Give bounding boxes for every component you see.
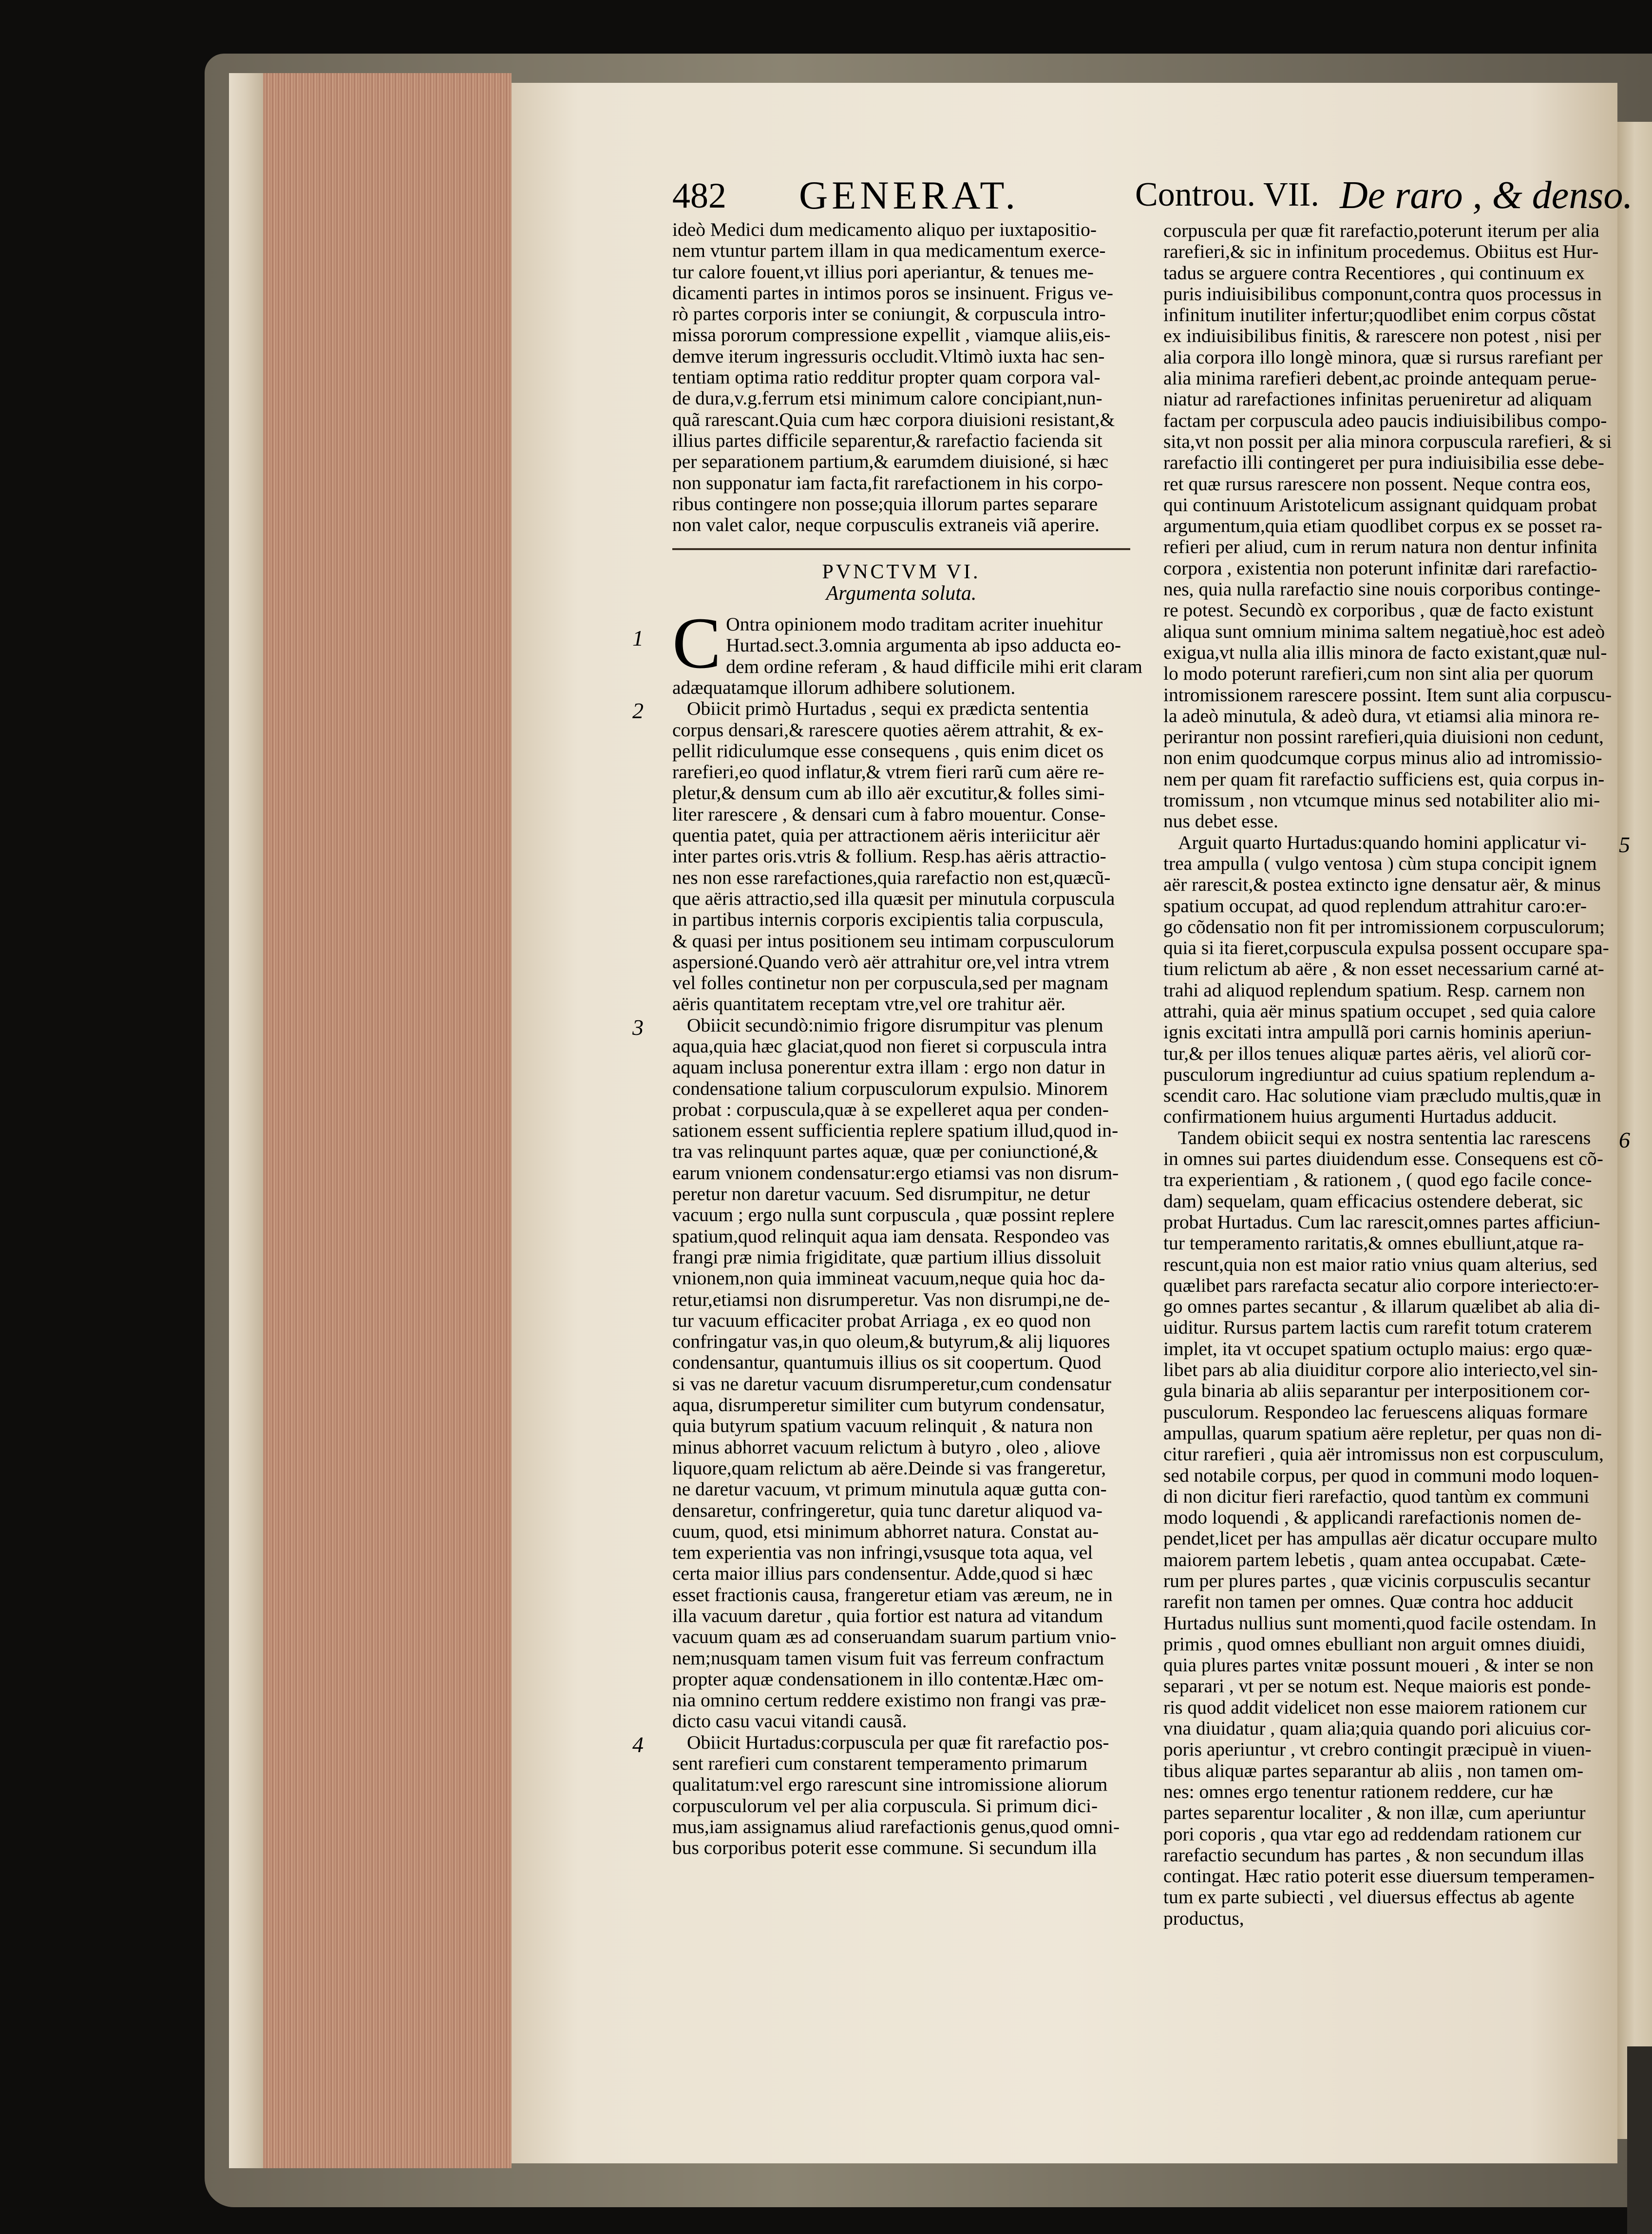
text-line: refieri per aliud, cum in rerum natura non dentur infinita [1163, 536, 1597, 558]
paragraph-number: 1 [632, 626, 644, 651]
text-line: dam) sequelam, quam efficacius ostendere deberat, sic [1163, 1190, 1583, 1212]
text-line: demve iterum ingressuris occludit.Vltimò iuxta hac sen- [672, 345, 1105, 367]
text-line: tur vacuum efficaciter probat Arriaga , ex eo quod non [672, 1309, 1091, 1331]
paragraph-number: 3 [632, 1014, 644, 1040]
text-line: nem;nusquam tamen visum fuit vas ferreum confractum [672, 1647, 1104, 1669]
text-line: sationem essent sufficientia replere spatium illud,quod in- [672, 1120, 1119, 1142]
text-line: illius partes difficile separentur,& rarefactio facienda sit [672, 429, 1102, 451]
text-line: sita,vt non possit per alia minora corpuscula rarefieri, & si [1163, 430, 1612, 452]
text-line: vacuum quam æs ad conseruandam suarum partium vnio- [672, 1626, 1117, 1648]
text-line: missa pororum compressione expellit , viamque aliis,eis- [672, 324, 1111, 346]
text-line: confirmationem huius argumenti Hurtadus adducit. [1163, 1106, 1557, 1127]
text-line: retur,etiamsi non disrumperetur. Vas non disrumpi,ne de- [672, 1288, 1110, 1310]
running-head-topic: De raro , & denso. [1340, 174, 1633, 217]
text-line: qui continuum Aristotelicum assignant quidquam probat [1163, 494, 1597, 516]
text-line: tur calore fouent,vt illius pori aperiantur, & tenues me- [672, 261, 1094, 283]
text-line: aquam inclusa ponerentur extra illam : ergo non datur in [672, 1056, 1105, 1078]
left-column [632, 219, 1142, 1859]
running-head-subtitle: Controu. VII. [1135, 176, 1319, 213]
text-line: trea ampulla ( vulgo ventosa ) cùm stupa concipit ignem [1163, 852, 1597, 874]
text-line: vnionem,non quia immineat vacuum,neque quia hoc da- [672, 1267, 1105, 1289]
paragraph-2 [632, 698, 1130, 1015]
paragraph-3 [632, 1014, 1130, 1732]
text-line: propter aquæ condensationem in illo contentæ.Hæc om- [672, 1668, 1104, 1690]
text-line: aliqua sunt omnium minima saltem negatiuè,hoc est adeò [1163, 620, 1605, 642]
text-line: probat : corpuscula,quæ à se expelleret aqua per conden- [672, 1098, 1109, 1120]
text-line: rarefieri,eo quod inflatur,& vtrem fieri rarũ cum aëre re- [672, 761, 1104, 783]
text-line: exigua,vt nulla alia illis minora de facto existant,quæ nul- [1163, 641, 1607, 663]
text-line: Obiicit primò Hurtadus , sequi ex prædicta sententia [687, 698, 1089, 720]
paragraph-4 [632, 1731, 1130, 1859]
text-line: vacuum ; ergo nulla sunt corpuscula , quæ possint replere [672, 1204, 1115, 1226]
text-line: minus abhorret vacuum relictum à butyro , oleo , aliove [672, 1436, 1101, 1458]
text-line: earum vnionem condensatur:ergo etiamsi vas non disrum- [672, 1162, 1119, 1184]
text-line: nes non esse rarefactiones,quia rarefactio non est,quæcũ- [672, 866, 1111, 888]
text-line: libet pars ab alia diuiditur corpore alio interiecto,vel sin- [1163, 1359, 1598, 1381]
text-line: Obiicit Hurtadus:corpuscula per quæ fit rarefactio pos- [687, 1731, 1109, 1753]
text-line: tadus se arguere contra Recentiores , qui continuum ex [1163, 262, 1585, 284]
text-line: pellit ridiculumque esse consequens , quis enim dicet os [672, 740, 1104, 762]
text-line: corpuscula per quæ fit rarefactio,poterunt iterum per alia [1163, 220, 1599, 241]
section-subheading: Argumenta soluta. [826, 582, 977, 605]
text-line: pletur,& densum cum ab illo aër excutitur,& folles simi- [672, 782, 1105, 804]
text-line: que aëris attractio,sed illa quæsit per minutula corpuscula [672, 887, 1115, 909]
text-line: si vas ne daretur vacuum disrumperetur,cum condensatur [672, 1373, 1112, 1394]
text-line: tur temperamento raritatis,& omnes ebulliunt,atque ra- [1163, 1232, 1584, 1254]
text-line: Hurtadus nullius sunt momenti,quod facile ostendam. In [1163, 1612, 1596, 1634]
text-line: tibus aliquæ partes separantur ab aliis , non tamen om- [1163, 1759, 1584, 1781]
paragraph-4-continued [1163, 220, 1612, 832]
text-line: peretur non daretur vacuum. Sed disrumpitur, ne detur [672, 1183, 1090, 1205]
text-line: Tandem obiicit sequi ex nostra sententia lac rarescens [1178, 1127, 1591, 1148]
text-line: argumentum,quia etiam quodlibet corpus ex se posset ra- [1163, 515, 1602, 537]
text-line: condensantur, quantumuis illius os sit coopertum. Quod [672, 1352, 1101, 1374]
text-line: attrahi, quia aër minus spatium occupet , sed quia calore [1163, 1000, 1596, 1022]
text-line: tra vas relinquunt partes aquæ, quæ per coniunctioné,& [672, 1141, 1099, 1163]
text-line: frangi præ nimia frigiditate, quæ partium illius dissoluit [672, 1246, 1101, 1268]
text-line: inter partes oris.vtris & follium. Resp.has aëris attractio- [672, 845, 1106, 867]
text-line: ris quod addit videlicet non esse maiorem rationem cur [1163, 1696, 1587, 1718]
page-block-edge [229, 73, 512, 2168]
text-line: rum per plures partes , quæ vicinis corpusculis secantur [1163, 1570, 1591, 1591]
text-line: in omnes sui partes diuidendum esse. Consequens est cõ- [1163, 1148, 1603, 1170]
text-line: ampullas, quarum spatium aëre repletur, per quas non di- [1163, 1422, 1602, 1444]
text-line: quælibet pars rarefacta secatur alio corpore interiecto:er- [1163, 1274, 1599, 1296]
page-number: 482 [672, 176, 726, 216]
text-line: mus,iam assignamus aliud rarefactionis genus,quod omni- [672, 1815, 1120, 1837]
text-line: in partibus internis corporis excipientis talia corpuscula, [672, 909, 1104, 931]
text-line: tium relictum ab aëre , & non esset necessarium carné at- [1163, 958, 1604, 980]
text-line: dicamenti partes in intimos poros se insinuent. Frigus ve- [672, 282, 1114, 304]
text-line: perirantur non possint rarefieri,quia diuisioni non cedunt, [1163, 726, 1604, 748]
text-line: nus debet esse. [1163, 810, 1278, 832]
text-line: tromissum , non vtcumque minus sed notabiliter alio mi- [1163, 789, 1600, 811]
paragraph-number: 6 [1619, 1127, 1630, 1152]
text-line: densaretur, confringeretur, quia tunc daretur aliquod va- [672, 1499, 1103, 1521]
section-rule [672, 548, 1130, 550]
text-line: rescunt,quia non est maior ratio vnius quam alterius, sed [1163, 1253, 1597, 1275]
text-line: ex indiuisibilibus finitis, & rarescere non potest , nisi per [1163, 325, 1601, 347]
paragraph-number: 4 [632, 1732, 644, 1757]
text-line: qualitatum:vel ergo rarescunt sine intromissione aliorum [672, 1774, 1108, 1795]
text-line: niatur ad rarefactiones infinitas perueniretur ad aliquam [1163, 388, 1592, 410]
text-line: Obiicit secundò:nimio frigore disrumpitur vas plenum [687, 1014, 1103, 1036]
text-line: pori coporis , qua vtar ego ad reddendam rationem cur [1163, 1823, 1581, 1845]
section-heading: PVNCTVM VI. [822, 561, 981, 584]
text-line: non valet calor, neque corpusculis extraneis viã aperire. [672, 514, 1100, 536]
text-line: nes: omnes ergo tenentur rationem reddere, cur hæ [1163, 1780, 1553, 1802]
text-line: contingat. Hæc ratio poterit esse diuersum temperamen- [1163, 1865, 1595, 1887]
text-line: bus corporibus poterit esse commune. Si secundum illa [672, 1837, 1097, 1859]
text-line: trahi ad aliquod replendum spatium. Resp. carnem non [1163, 979, 1585, 1001]
text-line: condensatione talium corpusculorum expulsio. Minorem [672, 1077, 1108, 1099]
text-line: partes separentur localiter , & non illæ, cum aperiuntur [1163, 1802, 1586, 1824]
text-line: quia plures partes vnitæ possunt moueri , & inter se non [1163, 1654, 1594, 1676]
text-line: tentiam optima ratio redditur propter quam corpora val- [672, 366, 1101, 388]
text-line: gula binaria ab aliis separantur per interpositionem cor- [1163, 1380, 1590, 1402]
text-line: infinitum inutiliter infertur;quodlibet enim corpus cõstat [1163, 304, 1596, 326]
text-line: poris aperiuntur , vt crebro contingit præcipuè in viuen- [1163, 1738, 1592, 1760]
text-line: ribus contingere non posse;quia illorum partes separare [672, 493, 1098, 515]
text-line: lo modo poterunt rarefieri,cum non sint alia per quorum [1163, 663, 1594, 685]
text-line: modo loquendi , & applicandi rarefactionis nomen de- [1163, 1507, 1581, 1528]
text-line: quia si ita fieret,corpuscula expulsa possent occupare spa- [1163, 937, 1609, 959]
text-line: quã rarescant.Quia cum hæc corpora diuisioni resistant,& [672, 408, 1115, 430]
text-line: rò partes corporis inter se coniungit, & corpuscula intro- [672, 303, 1106, 325]
page-block-fore-edge [229, 73, 263, 2168]
text-line: non supponatur iam facta,fit rarefactionem in his corpo- [672, 472, 1103, 494]
text-line: esset fractionis causa, frangeretur etiam vas æreum, ne in [672, 1584, 1113, 1605]
running-head-title: GENERAT. [799, 173, 1019, 217]
text-line: go cõdensatio non fit per intromissionem corpusculorum; [1163, 916, 1605, 937]
text-line: puris indiuisibilibus componunt,contra quos processus in [1163, 283, 1602, 305]
text-line: ignis excitati intra ampullã pori carnis hominis aperiun- [1163, 1021, 1592, 1043]
text-line: aqua,quia hæc glaciat,quod non fieret si corpuscula intra [672, 1035, 1107, 1057]
text-line: implet, ita vt occupet spatium octuplo maius: ergo quæ- [1163, 1337, 1593, 1359]
text-line: factam per corpuscula adeo paucis indiuisibilibus compo- [1163, 409, 1607, 431]
text-line: nes, quia nulla rarefactio sine nouis corporibus continge- [1163, 578, 1601, 600]
text-line: quentia patet, quia per attractionem aëris interiicitur aër [672, 824, 1100, 846]
text-line: nia omnino certum reddere existimo non frangi vas præ- [672, 1689, 1106, 1711]
text-line: la adeò minutula, & adeò dura, vt etiamsi alia minora re- [1163, 705, 1600, 726]
text-line: dicto casu vacui vitandi causã. [672, 1710, 907, 1732]
text-line: certa maior illius pars condensentur. Adde,quod si hæc [672, 1563, 1093, 1585]
text-line: nem per quam fit rarefactio sufficiens est, quia corpus in- [1163, 768, 1605, 790]
text-line: aëris quantitatem receptam vtre,vel ore trahitur aër. [672, 993, 1066, 1015]
text-line: adæquatamque illorum adhibere solutionem. [672, 676, 1016, 698]
text-line: uiditur. Rursus partem lactis cum rarefit totum craterem [1163, 1317, 1592, 1338]
text-line: pusculorum. Respondeo lac feruescens aliquas formare [1163, 1401, 1588, 1423]
text-line: ideò Medici dum medicamento aliquo per iuxtapositio- [672, 219, 1097, 240]
text-line: liter rarescere , & densari cum à fabro mouentur. Conse- [672, 803, 1106, 825]
drop-cap: C [672, 603, 722, 684]
intro-paragraph [672, 219, 1130, 535]
text-line: pendet,licet per has ampullas aër dicatur occupare multo [1163, 1528, 1597, 1549]
text-line: cuum, quod, etsi minimum abhorret natura. Constat au- [672, 1520, 1099, 1542]
text-line: spatium,quod relinquit aqua iam densata. Respondeo vas [672, 1225, 1110, 1247]
text-line: illa vacuum daretur , quia fortior est natura ad vitandum [672, 1605, 1103, 1626]
text-line: spatium occupat, ad quod replendum attrahitur caro:er- [1163, 895, 1587, 917]
text-line: corpusculorum vel per alia corpuscula. Si primum dici- [672, 1795, 1098, 1816]
text-line: re potest. Secundò ex corporibus , quæ de facto existunt [1163, 599, 1594, 621]
text-line: non enim quodcumque corpus minus alio ad intromissio- [1163, 747, 1602, 769]
paragraph-5 [1163, 831, 1630, 1127]
text-line: ne daretur vacuum, vt primum minutula aquæ gutta con- [672, 1478, 1107, 1500]
text-line: probat Hurtadus. Cum lac rarescit,omnes partes afficiun- [1163, 1211, 1600, 1233]
text-line: de dura,v.g.ferrum etsi minimum calore concipiant,nun- [672, 387, 1102, 409]
text-line: rarefieri,& sic in infinitum procedemus. Obiitus est Hur- [1163, 241, 1599, 263]
text-line: tum ex parte subiecti , vel diuersus effectus ab agente [1163, 1886, 1575, 1908]
text-line: aqua, disrumperetur similiter cum butyrum condensatur, [672, 1394, 1105, 1416]
text-line: tra experientiam , & rationem , ( quod ego facile conce- [1163, 1169, 1592, 1191]
paragraph-number: 2 [632, 698, 644, 724]
text-line: separari , vt per se notum est. Neque maioris est ponde- [1163, 1675, 1591, 1697]
text-line: Ontra opinionem modo traditam acriter inuehitur [726, 613, 1103, 635]
text-line: rarefit non tamen per omnes. Quæ contra hoc adducit [1163, 1591, 1574, 1613]
text-line: scendit caro. Hac solutione viam præcludo multis,quæ in [1163, 1085, 1601, 1107]
text-line: aër rarescit,& postea extincto igne densatur aër, & minus [1163, 874, 1601, 896]
text-line: confringatur vas,in quo oleum,& butyrum,& alij liquores [672, 1331, 1110, 1353]
text-line: corpus densari,& rarescere quoties aërem attrahit, & ex- [672, 719, 1104, 741]
text-line: intromissionem rarescere possint. Item sunt alia corpuscu- [1163, 684, 1612, 706]
text-line: rarefactio illi contingeret per pura indiuisibilia esse debe- [1163, 452, 1604, 474]
text-line: maiorem partem lebetis , quam antea occupabat. Cæte- [1163, 1548, 1586, 1570]
text-line: vel folles continetur non per corpuscula,sed per magnam [672, 972, 1109, 994]
text-line: per separationem partium,& earumdem diuisioné, si hæc [672, 451, 1109, 473]
text-line: alia corpora illo longè minora, quæ si rursus rarefiant per [1163, 346, 1603, 368]
text-line: alia minima rarefieri debent,ac proinde antequam perue- [1163, 367, 1597, 389]
text-line: corpora , existentia non poterunt infinitæ dari rarefactio- [1163, 557, 1597, 579]
text-line: tur,& per illos tenues aliquæ partes aëris, vel aliorũ cor- [1163, 1042, 1592, 1064]
text-line: di non dicitur fieri rarefactio, quod tantùm ex communi [1163, 1485, 1590, 1507]
text-line: liquore,quam relictum ab aëre.Deinde si vas frangeretur, [672, 1457, 1106, 1479]
paragraph-1 [632, 603, 1142, 698]
text-line: sed notabile corpus, per quod in communi modo loquen- [1163, 1464, 1599, 1486]
text-line: ret quæ rursus rarescere non possent. Neque contra eos, [1163, 473, 1591, 495]
text-line: productus, [1163, 1907, 1244, 1929]
text-line: dem ordine referam , & haud difficile mihi erit claram [726, 655, 1142, 677]
paragraph-6 [1163, 1127, 1630, 1929]
text-line: citur rarefieri , quia aër intromissus non est corpusculum, [1163, 1443, 1604, 1465]
text-line: quia butyrum spatium vacuum relinquit , & natura non [672, 1415, 1093, 1437]
text-line: Arguit quarto Hurtadus:quando homini applicatur vi- [1178, 831, 1587, 853]
text-line: go omnes partes secantur , & illarum quælibet ab alia di- [1163, 1296, 1600, 1317]
text-line: pusculorum ingrediuntur ad cuius spatium replendum a- [1163, 1063, 1595, 1085]
text-line: aspersioné.Quando verò aër attrahitur ore,vel intra vtrem [672, 951, 1110, 973]
text-line: primis , quod omnes ebulliant non arguit omnes diuidi, [1163, 1633, 1586, 1655]
paragraph-number: 5 [1619, 832, 1630, 857]
text-line: & quasi per intus positionem seu intimam corpusculorum [672, 930, 1115, 952]
text-line: rarefactio secundum has partes , & non secundum illas [1163, 1844, 1584, 1866]
running-head [672, 173, 1633, 224]
text-line: tem experientia vas non infringi,vsusque tota aqua, vel [672, 1542, 1093, 1564]
right-column [1163, 220, 1630, 1929]
facing-page-shadow [1627, 2046, 1652, 2234]
text-line: vna diuidatur , quam alia;quia quando pori alicuius cor- [1163, 1718, 1591, 1739]
text-line: Hurtad.sect.3.omnia argumenta ab ipso adducta eo- [726, 634, 1121, 656]
text-line: sent rarefieri cum constarent temperamento primarum [672, 1753, 1088, 1775]
text-line: nem vtuntur partem illam in qua medicamentum exerce- [672, 240, 1106, 262]
